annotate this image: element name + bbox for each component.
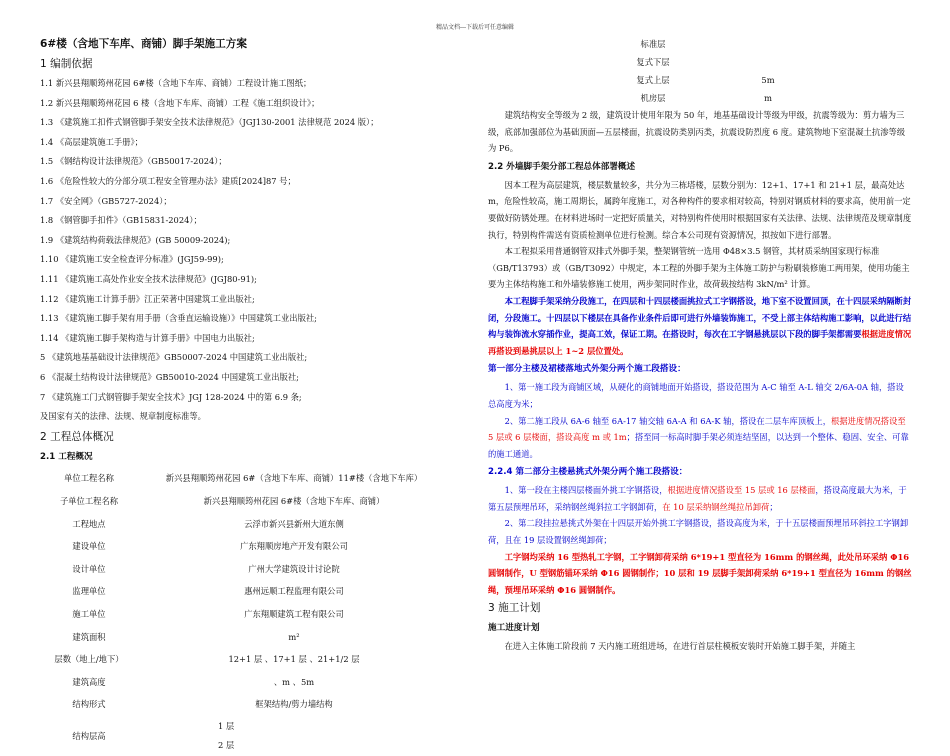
doc-title: 6#楼（含地下车库、商铺）脚手架施工方案 <box>40 38 247 50</box>
section-1-heading: 1 编制依据 <box>40 58 93 70</box>
floor-value: 5m <box>761 75 775 85</box>
row-label: 结构层高 <box>72 730 106 741</box>
schedule-heading: 施工进度计划 <box>488 623 540 634</box>
row-value: 、m 、5m <box>273 676 315 687</box>
row-value: 框架结构/剪力墙结构 <box>255 699 333 710</box>
row-value: 云浮市新兴县新州大道东侧 <box>244 518 344 529</box>
basis-item: 1.6 《危险性较大的分部分项工程安全管理办法》建质[2024]87 号； <box>40 175 296 186</box>
g1-note-2: 在 10 层采纳钢丝绳拉吊卸荷 <box>662 501 770 512</box>
g1-rest: ，搭设高度最大为米，于第五层预埋吊环，采纳钢丝绳斜拉工字钢卸荷， <box>488 485 907 512</box>
floor-2-height: 2 层 <box>218 740 235 751</box>
floor-type-standard: 标准层 <box>640 39 666 49</box>
basis-item: 7 《建筑施工门式钢管脚手架安全技术》JGJ 128-2024 中的第 6.9 条; <box>40 391 302 402</box>
basis-item: 1.3 《建筑施工扣件式钢管脚手架安全技术法律规范》（JGJ130-2001 法律规范 2024 版）； <box>40 117 379 128</box>
section-2-2-heading: 2.2 外墙脚手架分部工程总体部署概述 <box>488 161 636 172</box>
item-2-text: 2、第二施工段从 6A-6 轴至 6A-17 轴交轴 6A-A 和 6A-K 轴，搭设在二层车库顶板上， <box>504 415 832 426</box>
table-row <box>40 626 450 649</box>
basis-item: 1.8 《钢管脚手扣件》（GB15831-2024）； <box>40 215 202 226</box>
design-paragraph: 建筑结构安全等级为 2 级，建筑设计使用年限为 50 年，地基基础设计等级为甲级，抗震等级为：剪力墙为三级，底部加强部位为基础顶面—五层楼面，抗震设防类别丙类，抗震设防烈度 6 度。建筑物地下室混凝土抗渗等级为 P6。 <box>488 110 906 154</box>
floor-type-list <box>488 35 912 107</box>
table-row <box>40 513 450 536</box>
basis-item: 及国家有关的法律、法规、规章制度标准等。 <box>40 411 206 422</box>
basis-item: 1.11 《建筑施工高处作业安全技术法律规范》(JGJ80-91); <box>40 273 257 284</box>
basis-item: 1.5 《钢结构设计法律规范》（GB50017-2024）； <box>40 156 227 167</box>
part-one-item-2 <box>488 413 912 463</box>
section-2-1-heading: 2.1 工程概况 <box>40 451 93 462</box>
row-value: 广东翔顺房地产开发有限公司 <box>240 541 348 552</box>
item-2-note: 根据进度情况搭设至 5 层或 6 层楼面，搭设高度 m 或 1m <box>488 415 906 443</box>
row-value: 广东翔顺建筑工程有限公司 <box>244 609 344 620</box>
item-2-rest: ；搭至同一标高时脚手架必须连结坚固，以达到一个整体、稳固、安全、可靠的施工通道。 <box>488 432 909 459</box>
section-2-heading: 2 工程总体概况 <box>40 430 114 443</box>
row-label: 单位工程名称 <box>64 473 114 484</box>
row-label: 设计单位 <box>72 563 106 574</box>
table-row <box>40 671 450 694</box>
part-one-item-1: 1、第一施工段为商铺区域，从硬化的商铺地面开始搭设，搭设范围为 A-C 轴至 A-L 轴交 2/6A-0A 轴，搭设总高度为米； <box>488 382 904 409</box>
row-value: 广州大学建筑设计讨论院 <box>248 563 340 574</box>
table-row <box>40 581 450 604</box>
table-row <box>40 535 450 558</box>
row-label: 施工单位 <box>72 609 106 620</box>
row-label: 建筑高度 <box>72 676 106 687</box>
row-value <box>138 716 450 756</box>
floor-1-height: 1 层 <box>218 721 235 732</box>
basis-item: 1.14 《建筑施工脚手架构造与计算手册》中国电力出版社; <box>40 332 255 343</box>
basis-item: 1.2 新兴县翔顺筠州花园 6 楼（含地下车库、商铺）工程《施工组织设计》； <box>40 97 320 108</box>
g1-text: 1、第一段在主楼四层楼面外挑工字钢搭设， <box>504 485 668 496</box>
row-value: 新兴县翔顺筠州花园 6#（含地下车库、商铺）11#楼（含地下车库） <box>165 473 423 484</box>
basis-item: 1.10 《建筑施工安全检查评分标准》(JGJ59-99); <box>40 254 224 265</box>
steel-spec-paragraph: 工字钢均采纳 16 型热轧工字钢，工字钢卸荷采纳 6*19+1 型直径为 16mm 的钢丝绳，此处吊环采纳 Φ16 圆钢制作，U 型钢筋锚环采纳 Φ16 圆钢制作；10 层和 19 层脚手架卸荷采纳 6*19+1 型直径为 16mm 的钢丝绳，预埋吊环采纳 Φ16 圆钢制作。 <box>488 551 912 595</box>
scaffold-paragraph: 本工程拟采用普通钢管双排式外脚手架，整架钢管统一选用 Φ48×3.5 钢管，其材质采纳国家现行标准（GB/T13793）或（GB/T3092）中规定，本工程的外脚手架为主体施工防护与粉刷装修施工两用架，使用功能主要为主体结构施工和外墙装修施工使用，两步架同时作业，故荷载按结构 3kN/m² 计算。 <box>488 246 910 290</box>
section-2-2-4-heading: 2.2.4 第二部分主楼悬挑式外架分两个施工段搭设： <box>488 467 688 478</box>
row-label: 子单位工程名称 <box>59 496 119 507</box>
basis-list <box>40 74 460 427</box>
table-row <box>40 468 450 491</box>
floor-type-duplex-lower: 复式下层 <box>636 57 670 67</box>
basis-item: 1.12 《建筑施工计算手册》江正荣著中国建筑工业出版社; <box>40 293 255 304</box>
row-value: 新兴县翔顺筠州花园 6#楼（含地下车库、商铺） <box>203 496 385 507</box>
row-label: 建筑面积 <box>72 631 106 642</box>
table-row <box>40 648 450 671</box>
basis-item: 1.7 《安全网》（GB5727-2024）； <box>40 195 172 206</box>
table-row <box>40 603 450 626</box>
segment-note: 根据进度情况再搭设到悬挑层以上 1~2 层位置处。 <box>488 329 912 356</box>
segment-paragraph <box>488 293 912 359</box>
basis-item: 1.1 新兴县翔顺筠州花园 6#楼（含地下车库、商铺）工程设计施工图纸； <box>40 78 312 88</box>
row-label: 层数（地上/地下） <box>54 654 124 665</box>
g1-note: 根据进度情况搭设至 15 层或 16 层楼面 <box>667 485 816 496</box>
g1-end: ； <box>769 501 778 512</box>
project-info-table <box>40 468 450 756</box>
row-value: m² <box>288 631 300 642</box>
basis-item: 1.9 《建筑结构荷载法律规范》(GB 50009-2024); <box>40 234 231 245</box>
basis-item: 6 《混凝土结构设计法律规范》GB50010-2024 中国建筑工业出版社; <box>40 371 299 382</box>
basis-item: 5 《建筑地基基础设计法律规范》GB50007-2024 中国建筑工业出版社; <box>40 352 308 363</box>
basis-item: 1.13 《建筑施工脚手架有用手册（含垂直运输设施）》中国建筑工业出版社; <box>40 313 317 324</box>
part-two-item-1 <box>488 482 912 515</box>
roof-value: m <box>764 93 772 103</box>
section-3-heading: 3 施工计划 <box>488 602 541 615</box>
row-label: 监理单位 <box>72 586 106 597</box>
part-one-heading: 第一部分主楼及裙楼落地式外架分两个施工段搭设： <box>488 364 686 375</box>
schedule-paragraph: 在进入主体施工阶段前 7 天内施工班组进场，在进行首层柱模板安装时开始施工脚手架，并随主 <box>504 641 856 652</box>
left-column <box>40 34 460 756</box>
row-label: 工程地点 <box>72 518 106 529</box>
row-value: 惠州远顺工程监理有限公司 <box>244 586 344 597</box>
page-header: 精品文档---下载后可任意编辑 <box>435 24 515 31</box>
basis-item: 1.4 《高层建筑施工手册》； <box>40 136 143 147</box>
overview-paragraph: 因本工程为高层建筑，楼层数量较多，共分为三栋塔楼，层数分别为：12+1、17+1 和 21+1 层，最高处达 m，危险性较高，施工周期长，属跨年度施工，对各种构件的要求相对较高，特别对钢质材料的要求高，使用前一定要做好防锈处理。在材料进场时一定把好质量关，对特别构件使用时根据国家有关法律、法规、法律规范及规章制度执行，特别构件需送有资质检测单位进行检测。综合本公司现有资源情况，拟按如下进行部署。 <box>488 179 912 240</box>
table-row <box>40 558 450 581</box>
row-label: 结构形式 <box>72 699 106 710</box>
right-column <box>488 35 912 655</box>
segment-text: 本工程脚手架采纳分段施工，在四层和十四层楼面挑拉式工字钢搭设，地下室不设置回顶，在十四层采纳隔断封闭，分段施工。十四层以下楼层在具备作业条件后即可进行外墙装饰施工，不受上部主体结构施工影响，以此进行结构与装饰流水穿插作业，提高工效，保证工期。在搭设时，每次在工字钢悬挑层以下段的脚手架都需要 <box>488 295 912 340</box>
table-row <box>40 490 450 513</box>
row-value: 12+1 层 、17+1 层 、21+1/2 层 <box>228 654 360 665</box>
floor-type-duplex-upper: 复式上层 <box>636 75 670 85</box>
part-two-item-2: 2、第二段挂拉悬挑式外架在十四层开始外挑工字钢搭设，搭设高度为米，于十五层楼面预埋吊环斜拉工字钢卸荷，且在 19 层设置钢丝绳卸荷； <box>488 518 909 546</box>
row-label: 建设单位 <box>72 541 106 552</box>
table-row <box>40 694 450 717</box>
floor-type-roof: 机房层 <box>640 93 666 103</box>
table-row <box>40 716 450 756</box>
